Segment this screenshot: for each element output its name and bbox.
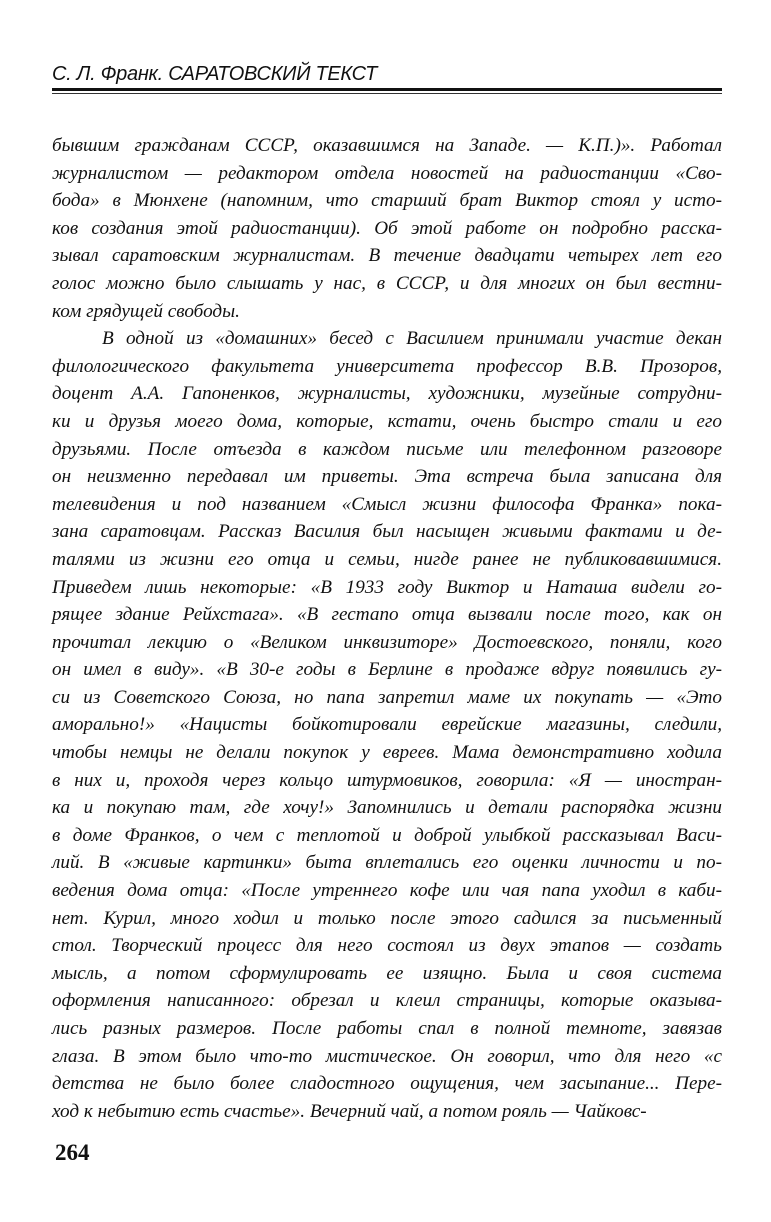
text-line: телевидения и под названием «Смысл жизни философа Франка» пока- [52, 493, 722, 515]
text-line: бода» в Мюнхене (напомним, что старший брат Виктор стоял у исто- [52, 190, 722, 212]
text-line: ход к небытию есть счастье». Вечерний чай, а потом рояль — Чайковс- [52, 1100, 647, 1122]
header-rule-thin [52, 93, 722, 94]
text-line: прочитал лекцию о «Великом инквизиторе» Достоевского, поняли, кого [52, 631, 722, 653]
text-line: доцент А.А. Гапоненков, журналисты, художники, музейные сотрудни- [52, 383, 722, 405]
text-line: лий. В «живые картинки» быта вплетались его оценки личности и по- [52, 852, 722, 874]
paragraph [52, 325, 722, 1125]
text-line: зывал саратовским журналистам. В течение двадцати четырех лет его [52, 245, 722, 267]
text-line: ков создания этой радиостанции). Об этой работе он подробно расска- [52, 217, 722, 239]
text-line: зана саратовцам. Рассказ Василия был насыщен живыми фактами и де- [52, 521, 722, 543]
text-line: ки и друзья моего дома, которые, кстати, очень быстро стали и его [52, 410, 722, 432]
text-line: филологического факультета университета профессор В.В. Прозоров, [52, 355, 722, 377]
text-line: бывшим гражданам СССР, оказавшимся на Западе. — К.П.)». Работал [52, 135, 722, 156]
text-line: Приведем лишь некоторые: «В 1933 году Виктор и Наташа видели го- [52, 576, 722, 598]
text-line: ка и покупаю там, где хочу!» Запомнились и детали распорядка жизни [52, 797, 722, 819]
text-line: друзьями. После отъезда в каждом письме или телефонном разговоре [52, 438, 722, 460]
header-rule-thick [52, 88, 722, 91]
page-number: 264 [55, 1140, 90, 1165]
text-line: аморально!» «Нацисты бойкотировали еврейские магазины, следили, [52, 714, 722, 736]
text-line: ком грядущей свободы. [52, 300, 240, 322]
text-line: лись разных размеров. После работы спал в полной темноте, завязав [52, 1018, 722, 1039]
text-line: в доме Франков, о чем с теплотой и доброй улыбкой рассказывал Васи- [52, 824, 722, 846]
paragraph [52, 132, 722, 325]
text-line: стол. Творческий процесс для него состоял из двух этапов — создать [52, 935, 722, 957]
text-line: глаза. В этом было что-то мистическое. Он говорил, что для него «с [52, 1045, 722, 1067]
running-head: С. Л. Франк. САРАТОВСКИЙ ТЕКСТ [52, 63, 378, 85]
text-line: оформления написанного: обрезал и клеил страницы, которые оказыва- [52, 990, 722, 1012]
body-text [52, 132, 722, 1125]
text-line: он неизменно передавал им приветы. Эта встреча была записана для [52, 466, 722, 488]
text-line: чтобы немцы не делали покупок у евреев. Мама демонстративно ходила [52, 742, 722, 764]
text-line: рящее здание Рейхстага». «В гестапо отца вызвали после того, как он [52, 604, 722, 626]
text-line: нет. Курил, много ходил и только после этого садился за письменный [52, 907, 722, 929]
text-line: он имел в виду». «В 30-е годы в Берлине в продаже вдруг появились гу- [52, 659, 722, 681]
text-line: голос можно было слышать у нас, в СССР, и для многих он был вестни- [52, 272, 722, 294]
text-line: си из Советского Союза, но папа запретил маме их покупать — «Это [52, 686, 722, 708]
text-line: В одной из «домашних» бесед с Василием принимали участие декан [102, 328, 722, 350]
text-line: детства не было более сладостного ощущения, чем засыпание... Пере- [52, 1073, 722, 1095]
text-line: талями из жизни его отца и семьи, нигде ранее не публиковавшимися. [52, 548, 722, 570]
text-line: мысль, а потом сформулировать ее изящно. Была и своя система [52, 962, 722, 984]
text-line: журналистом — редактором отдела новостей на радиостанции «Сво- [52, 162, 722, 184]
text-line: ведения дома отца: «После утреннего кофе или чая папа уходил в каби- [52, 880, 722, 902]
text-line: в них и, проходя через кольцо штурмовиков, говорила: «Я — иностран- [52, 769, 722, 791]
